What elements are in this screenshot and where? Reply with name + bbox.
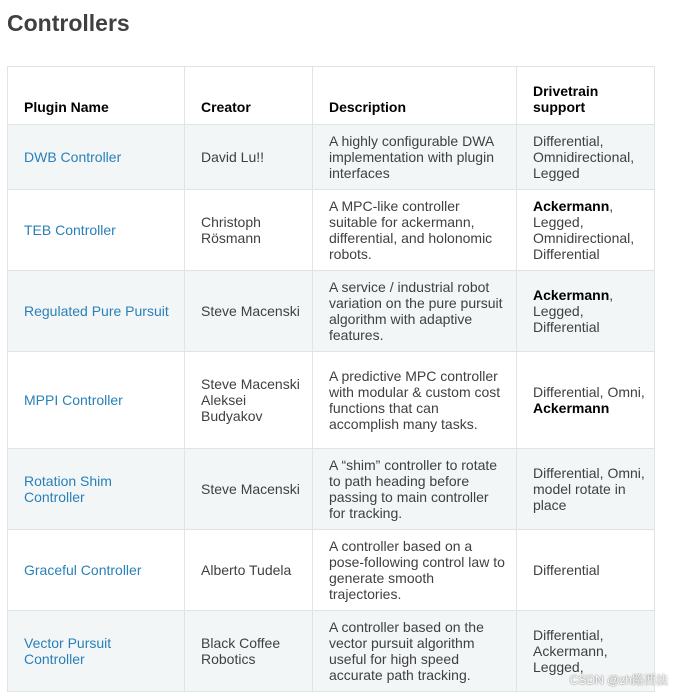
plugin-link[interactable]: Regulated Pure Pursuit [24, 303, 169, 319]
cell-drivetrain [517, 530, 655, 611]
cell-description: A “shim” controller to rotate to path heading before passing to main controller for tracking. [313, 449, 517, 530]
plugin-link[interactable]: Rotation Shim Controller [24, 473, 112, 505]
cell-drivetrain [517, 449, 655, 530]
cell-creator: Alberto Tudela [185, 530, 313, 611]
cell-description: A controller based on the vector pursuit algorithm useful for high speed accurate path tracking. [313, 611, 517, 692]
drivetrain-item: Omnidirectional, [533, 149, 635, 165]
table-row [8, 449, 655, 530]
header-creator: Creator [185, 67, 313, 125]
cell-drivetrain [517, 271, 655, 352]
cell-plugin-name [8, 125, 185, 190]
drivetrain-item: Ackermann [533, 287, 610, 303]
cell-creator: Black Coffee Robotics [185, 611, 313, 692]
cell-description: A service / industrial robot variation on the pure pursuit algorithm with adaptive features. [313, 271, 517, 352]
table-header-row [8, 67, 655, 125]
drivetrain-suffix: , [609, 287, 614, 303]
plugin-link[interactable]: TEB Controller [24, 222, 116, 238]
cell-description: A MPC-like controller suitable for ackermann, differential, and holonomic robots. [313, 190, 517, 271]
table-row [8, 530, 655, 611]
cell-creator: Steve Macenski Aleksei Budyakov [185, 352, 313, 449]
header-drivetrain-support: Drivetrain support [517, 67, 655, 125]
cell-creator: Christoph Rösmann [185, 190, 313, 271]
controllers-table [7, 66, 655, 692]
drivetrain-item: Ackermann [533, 198, 610, 214]
drivetrain-item: Differential, [533, 384, 604, 400]
watermark: CSDN @zh路西法 [569, 673, 668, 687]
drivetrain-item: Legged, [533, 303, 584, 319]
drivetrain-item: Differential, [533, 465, 604, 481]
cell-creator: David Lu!! [185, 125, 313, 190]
plugin-link[interactable]: Graceful Controller [24, 562, 142, 578]
drivetrain-item: Differential [533, 246, 600, 262]
drivetrain-item: Differential, [533, 133, 604, 149]
cell-description: A highly configurable DWA implementation with plugin interfaces [313, 125, 517, 190]
cell-plugin-name [8, 352, 185, 449]
drivetrain-item: Omni, [607, 384, 645, 400]
table-row [8, 611, 655, 692]
page-title: Controllers [7, 10, 130, 36]
cell-plugin-name [8, 449, 185, 530]
drivetrain-item: Legged, [533, 214, 584, 230]
plugin-link[interactable]: Vector Pursuit Controller [24, 635, 112, 667]
table-row [8, 352, 655, 449]
table-row [8, 125, 655, 190]
drivetrain-item: Omni, model rotate in place [533, 465, 645, 513]
header-plugin-name: Plugin Name [8, 67, 185, 125]
table-row [8, 271, 655, 352]
plugin-link[interactable]: MPPI Controller [24, 392, 123, 408]
cell-plugin-name [8, 190, 185, 271]
cell-plugin-name [8, 611, 185, 692]
drivetrain-item: Ackermann, [533, 643, 608, 659]
cell-plugin-name [8, 271, 185, 352]
header-description: Description [313, 67, 517, 125]
drivetrain-item: Omnidirectional, [533, 230, 635, 246]
drivetrain-item: Differential, [533, 627, 604, 643]
drivetrain-item: Ackermann [533, 400, 610, 416]
drivetrain-item: Differential [533, 562, 600, 578]
cell-description: A predictive MPC controller with modular & custom cost functions that can accomplish many tasks. [313, 352, 517, 449]
plugin-link[interactable]: DWB Controller [24, 149, 122, 165]
drivetrain-item: Differential [533, 319, 600, 335]
cell-creator: Steve Macenski [185, 271, 313, 352]
cell-description: A controller based on a pose-following control law to generate smooth trajectories. [313, 530, 517, 611]
drivetrain-suffix: , [609, 198, 614, 214]
cell-drivetrain [517, 352, 655, 449]
drivetrain-item: Legged [533, 165, 580, 181]
table-row [8, 190, 655, 271]
cell-plugin-name [8, 530, 185, 611]
cell-drivetrain [517, 190, 655, 271]
cell-drivetrain [517, 125, 655, 190]
cell-creator: Steve Macenski [185, 449, 313, 530]
drivetrain-item: Legged, [533, 659, 584, 675]
